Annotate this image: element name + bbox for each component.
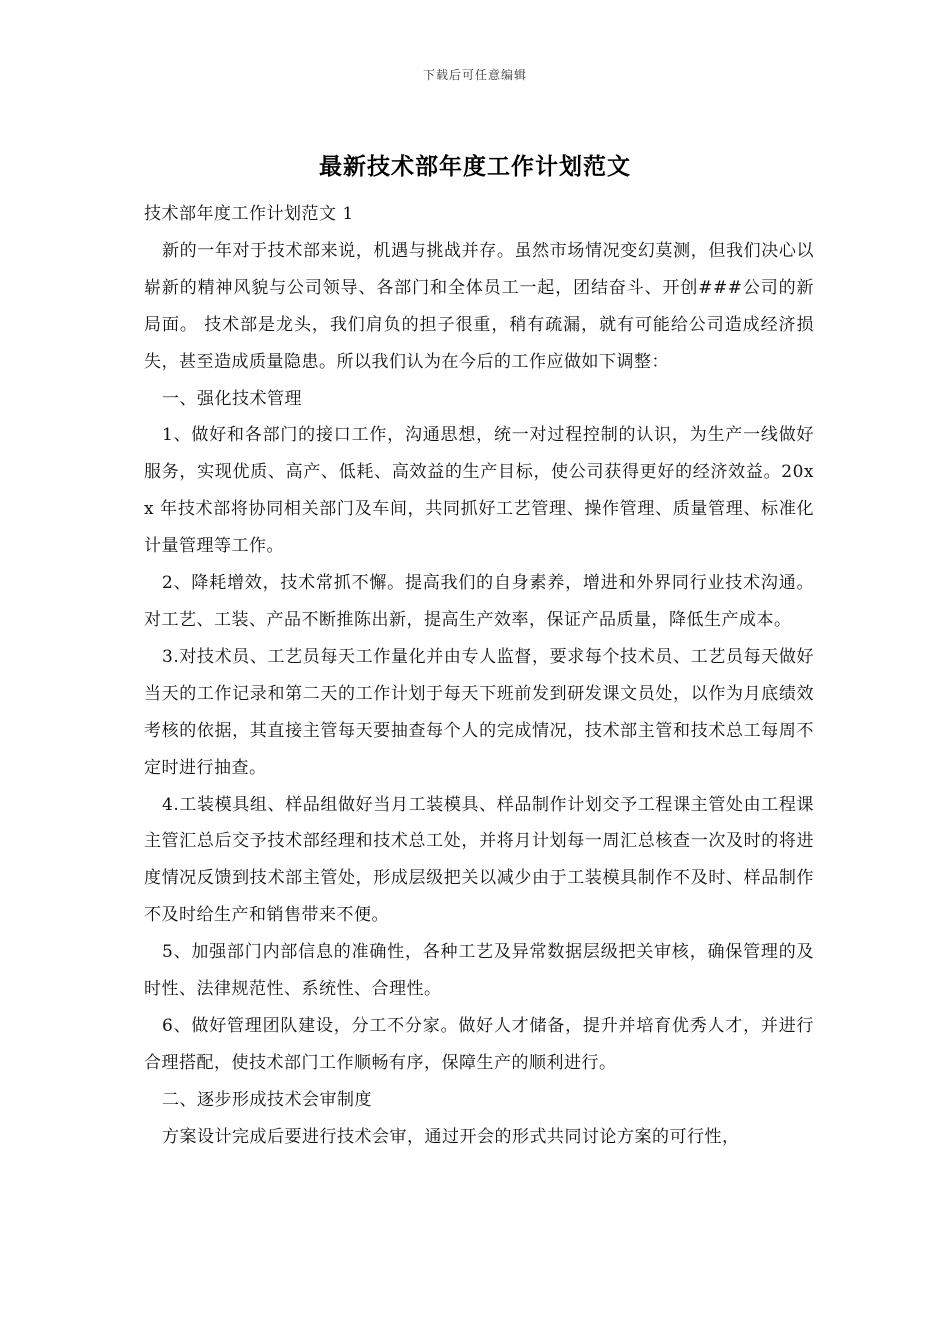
document-title: 最新技术部年度工作计划范文 (319, 153, 631, 180)
intro-paragraph: 新的一年对于技术部来说，机遇与挑战并存。虽然市场情况变幻莫测，但我们决心以崭新的精神风貌与公司领导、各部门和全体员工一起，团结奋斗、开创###公司的新局面。 技术部是龙头，我们肩负的担子很重，稍有疏漏，就有可能给公司造成经济损失，甚至造成质量隐患。所以我们认为在今后的工作应做如下调整： (144, 240, 814, 372)
list-item: 1、做好和各部门的接口工作，沟通思想，统一对过程控制的认识，为生产一线做好服务，实现优质、高产、低耗、高效益的生产目标，使公司获得更好的经济效益。20xx 年技术部将协同相关部门及车间，共同抓好工艺管理、操作管理、质量管理、标准化计量管理等工作。 (144, 425, 814, 557)
list-item: 3.对技术员、工艺员每天工作量化并由专人监督，要求每个技术员、工艺员每天做好当天的工作记录和第二天的工作计划于每天下班前发到研发课文员处，以作为月底绩效考核的依据，其直接主管每天要抽查每个人的完成情况，技术部主管和技术总工每周不定时进行抽查。 (144, 646, 814, 778)
list-item: 2、降耗增效，技术常抓不懈。提高我们的自身素养，增进和外界同行业技术沟通。对工艺、工装、产品不断推陈出新，提高生产效率，保证产品质量，降低生产成本。 (144, 573, 814, 630)
section-2-paragraph: 方案设计完成后要进行技术会审，通过开会的形式共同讨论方案的可行性， (162, 1126, 740, 1147)
list-item: 5、加强部门内部信息的准确性，各种工艺及异常数据层级把关审核，确保管理的及时性、法律规范性、系统性、合理性。 (144, 942, 814, 1000)
page-header-note: 下载后可任意编辑 (422, 68, 527, 82)
section-heading-2: 二、逐步形成技术会审制度 (162, 1089, 372, 1110)
document-body (144, 196, 814, 1156)
section-heading-1: 一、强化技术管理 (162, 388, 302, 409)
document-subtitle: 技术部年度工作计划范文 1 (144, 204, 354, 224)
list-item: 4.工装模具组、样品组做好当月工装模具、样品制作计划交予工程课主管处由工程课主管汇总后交予技术部经理和技术总工处，并将月计划每一周汇总核查一次及时的将进度情况反馈到技术部主管处，形成层级把关以减少由于工装模具制作不及时、样品制作不及时给生产和销售带来不便。 (144, 794, 814, 926)
list-item: 6、做好管理团队建设，分工不分家。做好人才储备，提升并培育优秀人才，并进行合理搭配，使技术部门工作顺畅有序，保障生产的顺利进行。 (144, 1015, 814, 1073)
